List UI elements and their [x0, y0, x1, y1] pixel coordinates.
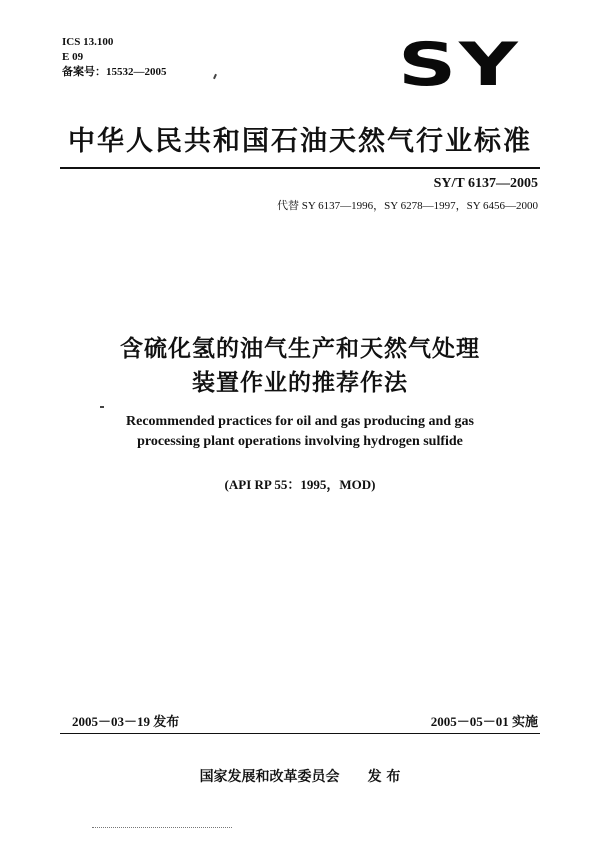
- issuer-action: 发 布: [367, 769, 401, 785]
- replaces-note: 代替 SY 6137—1996，SY 6278—1997，SY 6456—2000: [277, 200, 538, 212]
- standard-title: 中华人民共和国石油天然气行业标准: [68, 126, 532, 157]
- scan-speck: [213, 74, 217, 79]
- standard-number: SY/T 6137—2005: [433, 176, 538, 191]
- doc-title-en-line1: Recommended practices for oil and gas producing and gas: [126, 414, 474, 429]
- doc-title-zh-line2: 装置作业的推荐作法: [192, 370, 408, 396]
- issuer-name: 国家发展和改革委员会: [199, 769, 340, 785]
- issuer-line: [50, 766, 550, 786]
- sy-logo: SY: [398, 30, 521, 100]
- meta-ccs: E 09: [62, 51, 84, 63]
- meta-filing-number: 备案号：15532—2005: [62, 66, 167, 78]
- meta-ics: ICS 13.100: [62, 36, 114, 48]
- doc-title-zh-line1: 含硫化氢的油气生产和天然气处理: [120, 336, 480, 362]
- issue-date: 2005－03－19 发布: [72, 714, 180, 729]
- effective-date: 2005－05－01 实施: [430, 714, 538, 729]
- footer-rule: [60, 733, 540, 734]
- bottom-dotted-line: [92, 827, 232, 829]
- header-rule: [60, 167, 540, 169]
- doc-title-en-line2: processing plant operations involving hydrogen sulfide: [137, 434, 463, 449]
- adoption-note: (API RP 55：1995，MOD): [224, 477, 376, 492]
- scan-speck: [100, 406, 104, 408]
